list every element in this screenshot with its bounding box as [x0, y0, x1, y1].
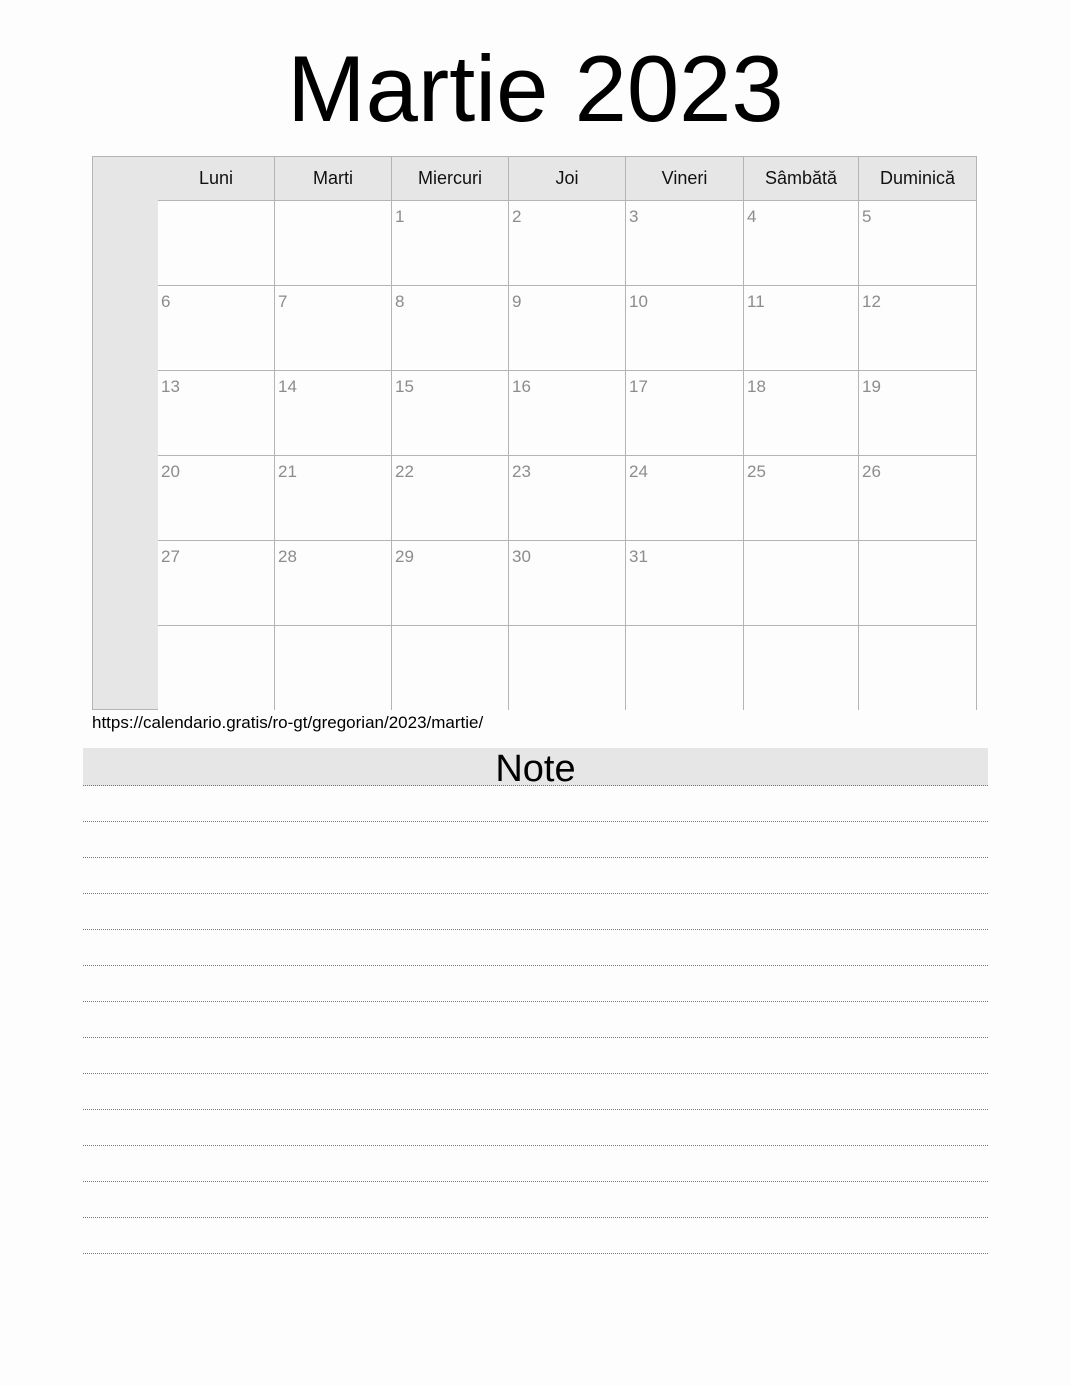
day-cell [158, 626, 275, 710]
day-cell [859, 626, 976, 710]
notes-heading: Note [83, 748, 988, 786]
day-cell [509, 201, 626, 285]
note-line [83, 822, 988, 858]
day-cell [509, 541, 626, 625]
weekday-header-row [158, 157, 976, 201]
day-cell [744, 286, 859, 370]
day-cell [626, 456, 744, 540]
day-number: 26 [862, 462, 881, 481]
note-line [83, 1146, 988, 1182]
day-number: 1 [395, 207, 405, 226]
weekday-header: Luni [158, 157, 275, 200]
note-line [83, 1002, 988, 1038]
day-number: 6 [161, 292, 171, 311]
weekday-header: Sâmbătă [744, 157, 859, 200]
day-cell [859, 541, 976, 625]
page-title: Martie 2023 [287, 36, 784, 141]
day-number: 27 [161, 547, 180, 566]
day-cell [744, 456, 859, 540]
day-grid [158, 201, 976, 710]
day-number: 11 [747, 292, 765, 311]
note-line [83, 1074, 988, 1110]
day-number: 17 [629, 377, 648, 396]
day-number: 25 [747, 462, 766, 481]
day-number: 29 [395, 547, 414, 566]
day-cell [626, 286, 744, 370]
day-number: 16 [512, 377, 531, 396]
notes-lines [83, 786, 988, 1254]
day-number: 8 [395, 292, 405, 311]
note-line [83, 894, 988, 930]
day-cell [275, 371, 392, 455]
source-url: https://calendario.gratis/ro-gt/gregorian/2023/martie/ [92, 713, 484, 732]
day-number: 30 [512, 547, 531, 566]
day-number: 9 [512, 292, 522, 311]
day-number: 3 [629, 207, 639, 226]
day-cell [626, 371, 744, 455]
day-number: 20 [161, 462, 180, 481]
day-cell [158, 371, 275, 455]
day-cell [626, 201, 744, 285]
day-cell [392, 456, 509, 540]
note-line [83, 786, 988, 822]
note-line [83, 1218, 988, 1254]
day-cell [275, 626, 392, 710]
day-number: 28 [278, 547, 297, 566]
day-cell [744, 541, 859, 625]
day-number: 2 [512, 207, 522, 226]
day-number: 19 [862, 377, 881, 396]
week-row [158, 541, 976, 626]
day-cell [158, 541, 275, 625]
day-cell [158, 201, 275, 285]
day-number: 22 [395, 462, 414, 481]
day-cell [626, 541, 744, 625]
day-cell [744, 371, 859, 455]
day-cell [509, 286, 626, 370]
day-number: 31 [629, 547, 648, 566]
day-cell [275, 201, 392, 285]
day-cell [744, 201, 859, 285]
weekday-header: Duminică [879, 168, 956, 188]
day-number: 15 [395, 377, 414, 396]
day-number: 4 [747, 207, 757, 226]
day-cell [275, 286, 392, 370]
week-number-column [93, 157, 159, 709]
day-cell [859, 371, 976, 455]
calendar-grid [92, 156, 977, 710]
day-number: 5 [862, 207, 872, 226]
day-number: 12 [862, 292, 881, 311]
note-line [83, 1182, 988, 1218]
note-line [83, 1038, 988, 1074]
day-number: 18 [747, 377, 766, 396]
day-cell [158, 456, 275, 540]
day-cell [392, 371, 509, 455]
day-cell [158, 286, 275, 370]
day-number: 10 [629, 292, 648, 311]
day-cell [509, 626, 626, 710]
day-number: 23 [512, 462, 531, 481]
day-cell [626, 626, 744, 710]
day-cell [392, 286, 509, 370]
note-line [83, 930, 988, 966]
note-line [83, 1110, 988, 1146]
day-number: 21 [278, 462, 297, 481]
day-cell [392, 201, 509, 285]
day-number: 14 [278, 377, 297, 396]
week-row [158, 456, 976, 541]
weekday-header: Joi [509, 157, 626, 200]
day-cell [275, 541, 392, 625]
note-line [83, 966, 988, 1002]
day-number: 7 [278, 292, 288, 311]
day-number: 24 [629, 462, 648, 481]
day-cell [859, 456, 976, 540]
day-cell [509, 456, 626, 540]
week-row [158, 626, 976, 710]
day-cell [392, 626, 509, 710]
week-row [158, 286, 976, 371]
weekday-header: Miercuri [392, 157, 509, 200]
day-cell [275, 456, 392, 540]
day-cell [859, 286, 976, 370]
day-cell [859, 201, 976, 285]
weekday-header: Vineri [626, 157, 744, 200]
day-cell [744, 626, 859, 710]
weekday-header: Marti [275, 157, 392, 200]
day-cell [392, 541, 509, 625]
week-row [158, 201, 976, 286]
note-line [83, 858, 988, 894]
week-row [158, 371, 976, 456]
day-cell [509, 371, 626, 455]
day-number: 13 [161, 377, 180, 396]
